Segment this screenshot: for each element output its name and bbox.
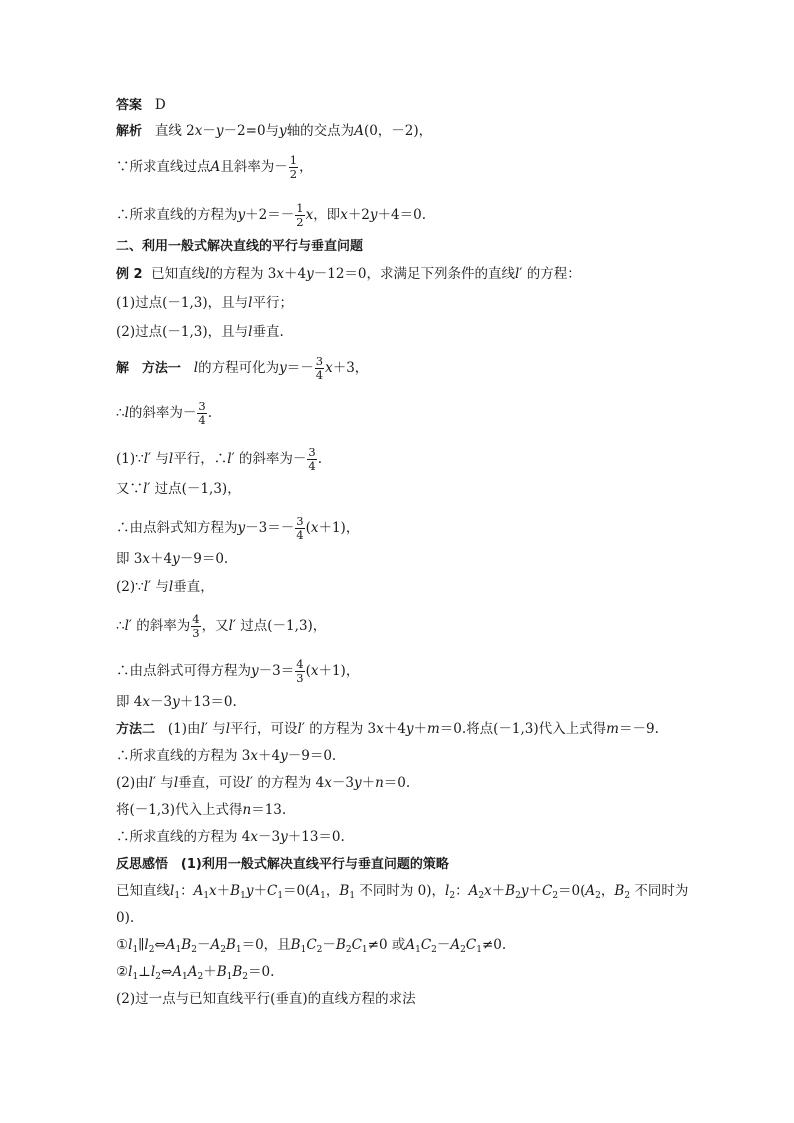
fraction: $\frac{4}{3}$	[296, 657, 304, 685]
math-var: l	[173, 775, 179, 791]
reflection-line-2: 已知直线$l_1$：$A_1x+B_1y+C_1=0(A_1$，$B_1$ 不同时为 0)，$l_2$：$A_2x+B_2y+C_2=0(A_2$，$B_2$ 不同时为	[116, 883, 689, 901]
math-var: x	[142, 694, 151, 710]
solution-text: ′ 与	[148, 451, 169, 467]
solution-p2-line-3	[116, 658, 359, 685]
math-var: y	[353, 775, 362, 791]
method2-line-5	[116, 828, 345, 846]
solution-text: 平行，∴	[173, 451, 228, 467]
solution-text: ＋1)，	[318, 663, 360, 679]
solution-label: 解	[116, 361, 130, 376]
math-var: x	[325, 360, 333, 376]
example-text: ′ 的方程：	[519, 266, 581, 282]
math-var: A	[354, 123, 364, 139]
solution-p2-line-2	[116, 613, 326, 640]
math-var: y	[237, 520, 246, 536]
solution-p1-line-1	[116, 446, 322, 473]
math-var: l	[143, 451, 149, 467]
solution-text: ′ 与	[148, 579, 169, 595]
math-var: A	[210, 159, 221, 175]
solution-text: ′ 过点(－1,3)，	[147, 481, 241, 497]
math-var: x	[142, 551, 151, 567]
answer-value: D	[154, 97, 166, 113]
solution-text: ，又	[201, 618, 229, 634]
fraction: $\frac{3}{4}$	[308, 445, 316, 473]
math-var: y	[306, 266, 314, 282]
example-text: 的方程为 3	[209, 266, 277, 282]
math-var: y	[215, 123, 224, 139]
reflection-title: (1)利用一般式解决直线平行与垂直问题的策略	[180, 857, 449, 872]
solution-text: ＋3，	[332, 360, 369, 376]
solution-text: ＋4	[258, 748, 281, 764]
math-var: l	[124, 405, 129, 421]
analysis-text: 且斜率为－	[220, 159, 288, 175]
analysis-text: =0与	[245, 123, 280, 139]
math-var: n	[242, 802, 252, 818]
math-var: l	[245, 775, 250, 791]
solution-text: 即 3	[116, 551, 143, 567]
example-text: 平行；	[252, 295, 293, 311]
solution-text: ∴由点斜式可得方程为	[116, 663, 251, 679]
reflection-line-3: 0).	[116, 910, 135, 926]
fraction: $\frac{1}{2}$	[289, 153, 298, 181]
math-var: l	[124, 618, 129, 634]
analysis-text: ＋2＝－	[245, 207, 295, 223]
analysis-line-3: ∴所求直线的方程为y＋2＝－ $\frac{1}{2}$ x，即x＋2y＋4＝0.	[116, 201, 427, 229]
example-text: ＋4	[284, 266, 307, 282]
solution-text: ∴所求直线的方程为 4	[116, 829, 251, 845]
analysis-text: 轴的交点为	[286, 123, 355, 139]
math-var: y	[279, 360, 287, 376]
math-var: l	[228, 618, 233, 634]
math-var: x	[250, 748, 259, 764]
solution-text: (	[305, 520, 311, 536]
math-var: l	[248, 295, 253, 311]
reflection-text: 已知直线	[116, 883, 170, 899]
solution-text: 的方程可化为	[198, 360, 280, 376]
fraction: $\frac{3}{4}$	[198, 399, 206, 427]
solution-text: ＝－9.	[618, 721, 659, 737]
example-text: (2)过点(－1,3)，且与	[116, 324, 249, 340]
math-var: l	[143, 579, 149, 595]
math-var: l	[227, 451, 232, 467]
method2-line-2	[116, 747, 336, 765]
analysis-text: 直线 2	[154, 123, 195, 139]
solution-text: ∴由点斜式知方程为	[116, 520, 238, 536]
math-var: l	[193, 360, 199, 376]
answer-label: 答案	[116, 98, 143, 113]
solution-text: 即 4	[116, 694, 143, 710]
example-label: 例 2	[116, 267, 143, 282]
answer-line	[116, 96, 166, 115]
math-var: l	[143, 481, 148, 497]
math-var: x	[305, 207, 314, 223]
solution-text: 的斜率为－	[128, 405, 197, 421]
solution-text: ＝13.	[251, 802, 287, 818]
solution-text: ＋	[413, 721, 427, 737]
math-var: y	[280, 829, 288, 845]
solution-line-1	[116, 355, 368, 382]
solution-text: －3＝	[258, 663, 295, 679]
math-var: x	[324, 775, 332, 791]
math-var: x	[310, 663, 319, 679]
math-var: m	[426, 721, 440, 737]
fraction: $\frac{3}{4}$	[315, 354, 324, 382]
math-var: l	[200, 721, 205, 737]
math-var: x	[340, 207, 348, 223]
example-text: (1)过点(－1,3)，且与	[116, 295, 249, 311]
method1-label: 方法一	[141, 361, 181, 376]
math-var: y	[172, 551, 180, 567]
solution-p2-line-1	[116, 578, 214, 596]
solution-text: ＋4	[150, 551, 173, 567]
solution-text: ∴	[116, 405, 125, 421]
math-var: y	[172, 694, 180, 710]
math-var: l	[168, 451, 174, 467]
math-var: y	[237, 207, 246, 223]
solution-text: －3	[258, 829, 281, 845]
solution-text: ′ 的斜率为－	[231, 451, 307, 467]
analysis-text: ∵所求直线过点	[116, 159, 211, 175]
math-var: x	[194, 123, 203, 139]
math-var: l	[205, 266, 210, 282]
solution-text: 将(－1,3)代入上式得	[116, 802, 243, 818]
math-var: l	[297, 721, 302, 737]
math-var: y	[279, 123, 287, 139]
math-var: l	[168, 579, 174, 595]
analysis-line-2	[116, 154, 313, 181]
solution-p1-line-2	[116, 480, 241, 498]
method2-label: 方法二	[116, 722, 156, 737]
solution-text: 垂直，	[173, 579, 214, 595]
math-var: x	[250, 829, 259, 845]
solution-text: ∴	[116, 618, 125, 634]
analysis-label: 解析	[116, 124, 143, 139]
math-var: l	[225, 721, 231, 737]
solution-text: ＋1)，	[318, 520, 360, 536]
example2-line-1	[116, 265, 581, 284]
solution-text: ＋13＝0.	[287, 829, 345, 845]
method2-line-1	[116, 720, 659, 739]
example-text: －12＝0，求满足下列条件的直线	[313, 266, 516, 282]
solution-text: ′ 的方程为 3	[301, 721, 377, 737]
math-var: x	[310, 520, 319, 536]
solution-text: ′ 与	[204, 721, 226, 737]
section-heading: 二、利用一般式解决直线的平行与垂直问题	[116, 239, 364, 254]
fraction: $\frac{4}{3}$	[192, 612, 200, 640]
reflection-condition-parallel: $①l_1\parallel l_2\Leftrightarrow A_1B_2-A_2B_1=0$，且$B_1C_2-B_2C_1\ne 0$ 或$A_1C_2-A_2C_1\ne 0$.	[116, 937, 507, 955]
solution-text: .	[317, 451, 323, 467]
analysis-line-1: 解析 直线 2x－y－2=0与y轴的交点为A(0，－2)，	[116, 123, 433, 139]
solution-text: ＝0.将点(－1,3)代入上式得	[439, 721, 607, 737]
solution-text: (2)由	[116, 775, 149, 791]
solution-text: ＋	[361, 775, 376, 791]
math-var: x	[276, 266, 285, 282]
method2-line-3	[116, 774, 410, 792]
math-var: x	[376, 721, 384, 737]
analysis-text: ∴所求直线的方程为	[116, 207, 238, 223]
solution-text: －3	[331, 775, 354, 791]
solution-text: ＝0.	[383, 775, 411, 791]
math-var: y	[251, 663, 259, 679]
solution-text: .	[207, 405, 213, 421]
solution-p2-line-4	[116, 693, 237, 711]
solution-text: －3	[150, 694, 173, 710]
example-text: 已知直线	[151, 266, 206, 282]
solution-text: 平行，可设	[230, 721, 298, 737]
method2-line-4	[116, 801, 286, 819]
math-var: n	[375, 775, 384, 791]
solution-text: ＋4	[383, 721, 406, 737]
reflection-condition-perpendicular: $②l_1\perp l_2\Leftrightarrow A_1A_2+B_1B_2=0$.	[116, 964, 275, 982]
solution-p1-line-3	[116, 515, 359, 542]
fraction: $\frac{3}{4}$	[296, 514, 304, 542]
reflection-line-1	[116, 855, 449, 874]
solution-slope-line	[116, 400, 212, 427]
math-var: m	[606, 721, 619, 737]
analysis-text: ＝0.	[399, 207, 427, 223]
solution-text: ∴所求直线的方程为 3	[116, 748, 251, 764]
solution-text: 垂直，可设	[178, 775, 246, 791]
solution-text: (1)由	[167, 721, 201, 737]
solution-text: ′ 的斜率为	[128, 618, 191, 634]
analysis-text: ，即	[313, 207, 341, 223]
math-var: l	[248, 324, 253, 340]
math-var: y	[280, 748, 288, 764]
math-var: y	[405, 721, 414, 737]
solution-text: ＝－	[286, 360, 314, 376]
math-var: l	[515, 266, 520, 282]
solution-text: －9＝0.	[287, 748, 337, 764]
example2-q1	[116, 294, 293, 312]
reflection-q2: (2)过一点与已知直线平行(垂直)的直线方程的求法	[116, 991, 416, 1007]
reflection-label: 反思感悟	[116, 857, 169, 872]
example2-q2	[116, 323, 284, 341]
solution-text: ′ 的方程为 4	[249, 775, 325, 791]
solution-text: －9＝0.	[179, 551, 229, 567]
math-var: y	[369, 207, 378, 223]
analysis-text: ，	[299, 159, 313, 175]
solution-text: ＋13＝0.	[179, 694, 237, 710]
math-var: l	[148, 775, 153, 791]
solution-text: 又∵	[116, 481, 143, 497]
analysis-text: (0，－2)，	[363, 123, 433, 139]
solution-text: (1)∵	[116, 451, 144, 467]
solution-text: ′ 与	[152, 775, 174, 791]
solution-text: －3＝－	[245, 520, 295, 536]
solution-p1-line-4	[116, 550, 228, 568]
solution-text: (2)∵	[116, 579, 144, 595]
example-text: 垂直.	[252, 324, 284, 340]
solution-text: (	[305, 663, 311, 679]
solution-text: ′ 过点(－1,3)，	[232, 618, 327, 634]
fraction: $\frac{1}{2}$	[296, 201, 304, 229]
